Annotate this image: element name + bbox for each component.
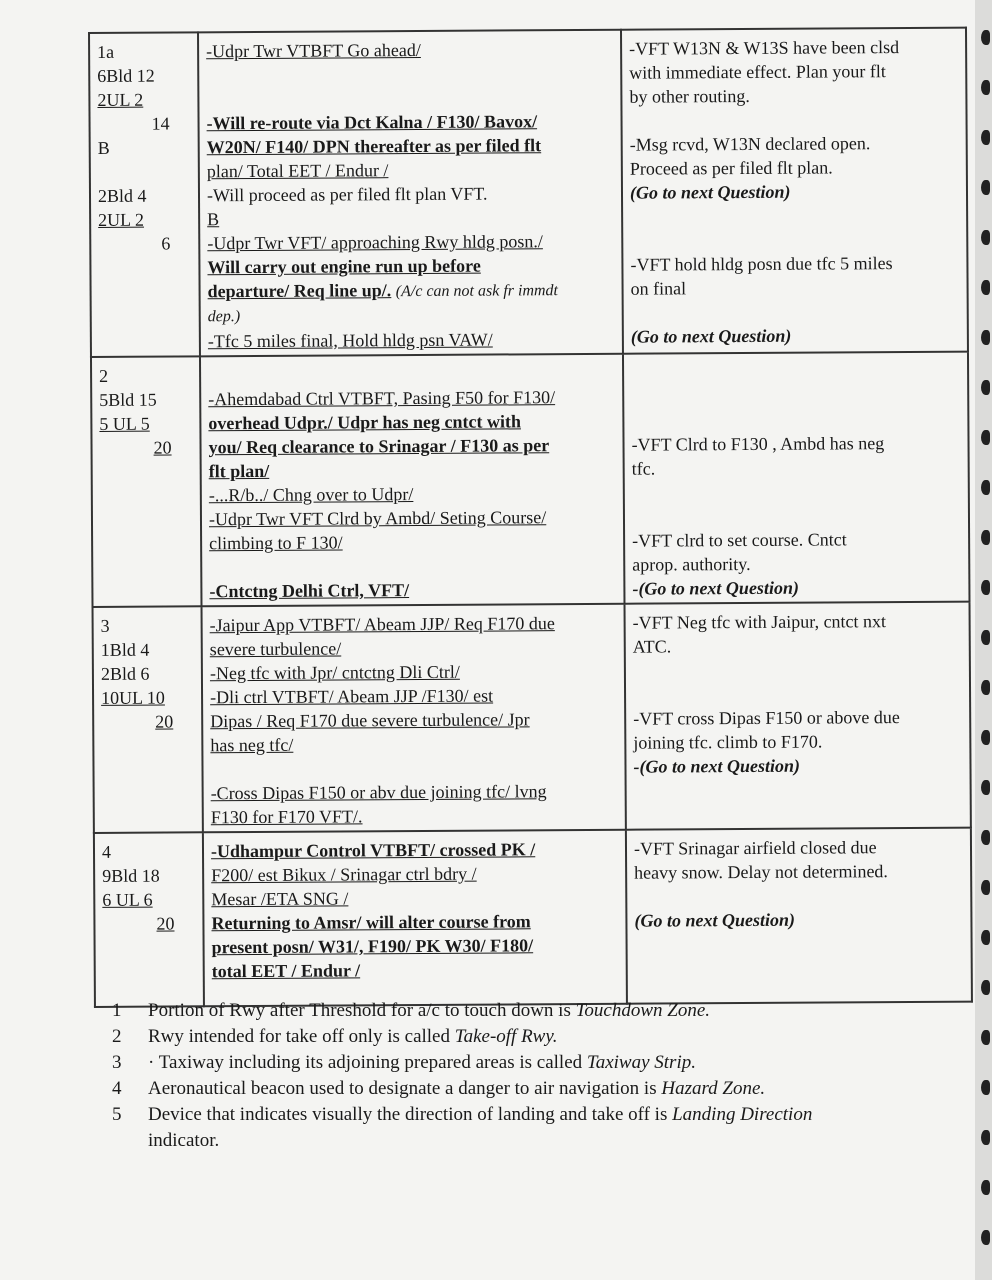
definition-item	[112, 1024, 892, 1050]
atc-line: joining tfc. climb to F170.	[633, 731, 823, 753]
atc-line: -VFT Clrd to F130 , Ambd has neg	[631, 433, 885, 455]
definition-item	[112, 1076, 892, 1102]
pilot-line: plan/ Total EET / Endur /	[206, 160, 389, 182]
question-number: 1a	[97, 41, 115, 62]
binding-ring	[981, 280, 990, 295]
question-row-3	[93, 602, 971, 833]
atc-line: -VFT hold hldg posn due tfc 5 miles	[630, 253, 893, 275]
pilot-line: -Udpr Twr VTBFT Go ahead/	[206, 39, 421, 62]
binding-ring	[981, 930, 990, 945]
binding-ring	[981, 180, 990, 195]
pilot-line: Will carry out engine run up before	[207, 255, 481, 278]
definition-answer: Touchdown Zone.	[575, 1000, 711, 1021]
pilot-line: W20N/ F140/ DPN thereafter as per filed flt	[206, 135, 542, 158]
marks-entry: 5 UL 5	[99, 413, 150, 434]
pilot-line: -Jaipur App VTBFT/ Abeam JJP/ Req F170 due	[209, 613, 555, 636]
definition-text: Rwy intended for take off only is called	[148, 1026, 450, 1047]
question-row-2	[91, 352, 970, 607]
pilot-transmission-cell	[202, 604, 626, 833]
binding-ring	[981, 80, 990, 95]
marks-entry: 1Bld 4	[100, 639, 150, 660]
marks-entry: 6 UL 6	[102, 889, 153, 910]
definition-item	[112, 1128, 892, 1154]
binding-ring	[981, 130, 990, 145]
definition-number: 2	[112, 1026, 122, 1047]
atc-response-cell	[621, 28, 968, 354]
definition-item	[112, 1102, 892, 1128]
pilot-note: dep.)	[207, 308, 241, 326]
definition-item	[112, 998, 892, 1024]
definition-answer: Hazard Zone.	[661, 1078, 766, 1099]
pilot-line: -Udpr Twr VFT Clrd by Ambd/ Seting Course/	[208, 507, 547, 530]
pilot-line: has neg tfc/	[210, 734, 294, 756]
pilot-line: you/ Req clearance to Srinagar / F130 as per	[208, 435, 550, 458]
pilot-line: -Neg tfc with Jpr/ cntctng Dli Ctrl/	[209, 661, 460, 684]
binding-ring	[981, 380, 990, 395]
atc-line: -Msg rcvd, W13N declared open.	[629, 133, 871, 155]
rt-question-table	[88, 27, 973, 1008]
definition-text: Aeronautical beacon used to designate a danger to air navigation is	[148, 1078, 657, 1099]
pilot-transmission-cell	[203, 830, 627, 1007]
next-question-instruction: (Go to next Question)	[629, 181, 791, 203]
binding-ring	[981, 480, 990, 495]
atc-line: -VFT clrd to set course. Cntct	[632, 529, 847, 551]
atc-line: on final	[630, 278, 687, 299]
question-number: 2	[99, 365, 109, 386]
marks-cell	[89, 32, 200, 357]
pilot-line: total EET / Endur /	[211, 960, 361, 982]
binding-ring	[981, 530, 990, 545]
marks-cell	[94, 832, 204, 1007]
marks-entry: 2UL 2	[97, 89, 144, 110]
pilot-line: -Ahemdabad Ctrl VTBFT, Pasing F50 for F130/	[208, 387, 556, 410]
definition-text: indicator.	[148, 1130, 220, 1151]
atc-line: -VFT cross Dipas F150 or above due	[633, 707, 900, 729]
definition-answer: Landing Direction	[672, 1104, 813, 1125]
binding-ring	[981, 630, 990, 645]
definitions-list	[112, 998, 892, 1154]
atc-response-cell	[623, 352, 970, 604]
marks-entry: 2UL 2	[98, 209, 145, 230]
marks-entry: B	[97, 137, 110, 158]
atc-line: tfc.	[631, 458, 656, 479]
definition-number	[112, 1128, 148, 1154]
next-question-instruction: -(Go to next Question)	[633, 755, 801, 777]
pilot-line: -Cntctng Delhi Ctrl, VFT/	[209, 580, 410, 602]
definition-answer: Taxiway Strip.	[586, 1052, 696, 1073]
binding-ring	[981, 1230, 990, 1245]
next-question-instruction: (Go to next Question)	[630, 325, 792, 347]
atc-response-cell	[626, 828, 972, 1004]
pilot-transmission-cell	[200, 354, 625, 607]
definition-number: 4	[112, 1078, 122, 1099]
definition-number: 3	[112, 1052, 122, 1073]
question-row-4	[94, 828, 972, 1007]
atc-line: heavy snow. Delay not determined.	[634, 861, 888, 883]
pilot-line: B	[207, 209, 220, 230]
binding-ring	[981, 680, 990, 695]
binding-ring	[981, 1180, 990, 1195]
marks-total: 14	[151, 113, 170, 134]
definition-number: 1	[112, 1000, 122, 1021]
pilot-line: overhead Udpr./ Udpr has neg cntct with	[208, 411, 521, 434]
pilot-line: flt plan/	[208, 460, 270, 482]
pilot-note: (A/c can not ask fr immdt	[395, 282, 559, 301]
binding-ring	[981, 1130, 990, 1145]
binding-ring	[981, 430, 990, 445]
marks-entry: 6Bld 12	[97, 65, 155, 86]
atc-line: -VFT Srinagar airfield closed due	[633, 837, 877, 859]
binding-ring	[981, 1080, 990, 1095]
spiral-binding	[975, 0, 992, 1280]
atc-response-cell	[625, 602, 971, 830]
marks-cell	[93, 606, 203, 833]
atc-line: aprop. authority.	[632, 553, 751, 575]
definition-text: Device that indicates visually the direction of landing and take off is	[148, 1104, 668, 1125]
pilot-line: present posn/ W31/, F190/ PK W30/ F180/	[211, 935, 534, 958]
atc-line: by other routing.	[629, 85, 750, 107]
definition-number: 5	[112, 1104, 122, 1125]
pilot-line: -Udpr Twr VFT/ approaching Rwy hldg posn./	[207, 231, 543, 254]
marks-entry: 2Bld 6	[100, 663, 150, 684]
pilot-line: -Dli ctrl VTBFT/ Abeam JJP /F130/ est	[210, 685, 494, 708]
marks-total: 20	[155, 711, 174, 732]
pilot-line: departure/ Req line up/.	[207, 280, 392, 302]
question-row-1	[89, 28, 968, 357]
binding-ring	[981, 580, 990, 595]
definition-text: Portion of Rwy after Threshold for a/c to touch down is	[148, 1000, 571, 1021]
pilot-transmission-cell	[198, 30, 623, 357]
marks-total: 20	[153, 437, 172, 458]
marks-entry: 9Bld 18	[102, 865, 160, 886]
binding-ring	[981, 230, 990, 245]
pilot-line: Returning to Amsr/ will alter course from	[211, 911, 531, 934]
marks-total: 6	[161, 233, 171, 254]
binding-ring	[981, 780, 990, 795]
atc-line: -VFT W13N & W13S have been clsd	[629, 37, 900, 59]
marks-total: 20	[156, 913, 175, 934]
marks-entry: 5Bld 15	[99, 389, 157, 410]
pilot-line: climbing to F 130/	[209, 532, 343, 554]
binding-ring	[981, 1030, 990, 1045]
pilot-line: severe turbulence/	[209, 638, 342, 660]
next-question-instruction: (Go to next Question)	[634, 909, 796, 931]
pilot-line: F200/ est Bikux / Srinagar ctrl bdry /	[211, 863, 477, 886]
pilot-line: -...R/b../ Chng over to Udpr/	[208, 484, 414, 506]
next-question-instruction: -(Go to next Question)	[632, 577, 799, 599]
marks-entry: 2Bld 4	[97, 185, 147, 206]
pilot-line: F130 for F170 VFT/.	[210, 806, 363, 828]
pilot-line: -Will re-route via Dct Kalna / F130/ Bavox/	[206, 111, 538, 134]
pilot-line: Dipas / Req F170 due severe turbulence/ Jpr	[210, 709, 530, 732]
binding-ring	[981, 30, 990, 45]
question-number: 4	[101, 841, 112, 862]
atc-line: Proceed as per filed flt plan.	[629, 157, 833, 179]
marks-cell	[91, 356, 202, 607]
atc-line: ATC.	[632, 636, 672, 657]
pilot-line: -Will proceed as per filed flt plan VFT.	[206, 183, 488, 206]
definition-answer: Take-off Rwy.	[454, 1026, 558, 1047]
atc-line: -VFT Neg tfc with Jaipur, cntct nxt	[632, 611, 887, 633]
definition-text: · Taxiway including its adjoining prepared areas is called	[148, 1052, 583, 1073]
atc-line: with immediate effect. Plan your flt	[629, 61, 886, 83]
binding-ring	[981, 980, 990, 995]
pilot-line: Mesar /ETA SNG /	[211, 888, 349, 910]
pilot-line: -Tfc 5 miles final, Hold hldg psn VAW/	[207, 329, 493, 352]
binding-ring	[981, 830, 990, 845]
binding-ring	[981, 330, 990, 345]
question-number: 3	[100, 615, 110, 636]
binding-ring	[981, 880, 990, 895]
binding-ring	[981, 730, 990, 745]
pilot-line: -Udhampur Control VTBFT/ crossed PK /	[210, 839, 536, 862]
pilot-line: -Cross Dipas F150 or abv due joining tfc/ lvng	[210, 781, 547, 804]
marks-entry: 10UL 10	[101, 687, 165, 708]
definition-item	[112, 1050, 892, 1076]
